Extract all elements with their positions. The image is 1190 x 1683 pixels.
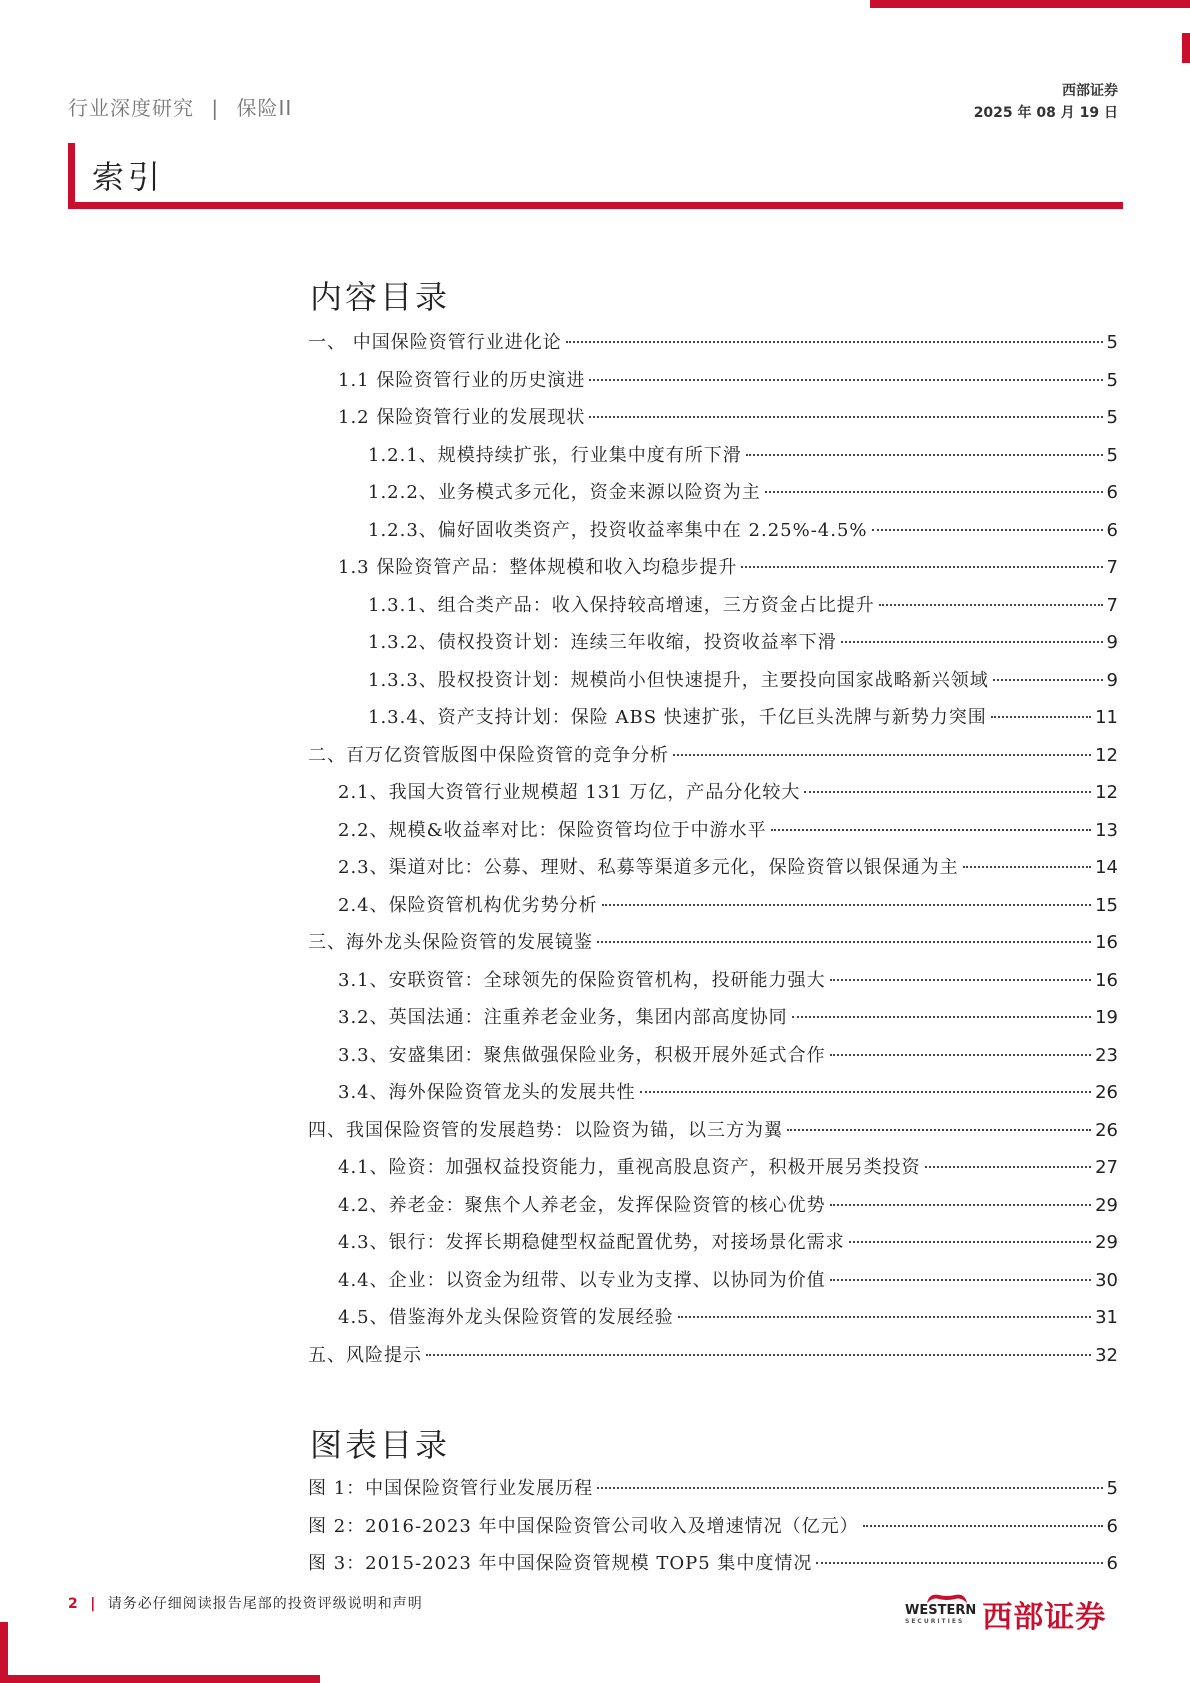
figures-title: 图表目录	[310, 1426, 451, 1464]
toc-entry[interactable]	[308, 1337, 1118, 1375]
logo-english	[905, 1603, 976, 1625]
toc-entry[interactable]	[308, 662, 1118, 700]
toc-entry-page: 7	[1106, 557, 1118, 578]
page-number: 2	[68, 1596, 79, 1612]
leader-dots	[746, 454, 1103, 456]
toc-entry[interactable]	[308, 324, 1118, 362]
header-date: 2025 年 08 月 19 日	[973, 105, 1118, 121]
leader-dots	[765, 491, 1103, 493]
toc-entry-page: 12	[1095, 782, 1118, 803]
toc-entry-label: 2.1、我国大资管行业规模超 131 万亿，产品分化较大	[338, 782, 801, 803]
toc-entry-page: 5	[1106, 332, 1118, 353]
leader-dots	[830, 1204, 1091, 1206]
toc-entry-page: 16	[1095, 969, 1118, 991]
toc-entry-label: 3.1、安联资管：全球领先的保险资管机构，投研能力强大	[338, 969, 826, 991]
toc-entry-label: 1.3.3、股权投资计划：规模尚小但快速提升，主要投向国家战略新兴领域	[368, 669, 989, 691]
section-title-underline	[68, 202, 1123, 209]
figure-entry-label: 图 2：2016-2023 年中国保险资管公司收入及增速情况（亿元）	[308, 1515, 859, 1537]
toc-entry-label: 2.2、规模&收益率对比：保险资管均位于中游水平	[338, 819, 767, 841]
toc-entry-page: 11	[1095, 707, 1118, 728]
toc-entry-label: 2.3、渠道对比：公募、理财、私募等渠道多元化，保险资管以银保通为主	[338, 857, 959, 878]
toc-entry-page: 9	[1106, 669, 1118, 691]
toc-entry[interactable]	[308, 774, 1118, 812]
toc-entry[interactable]	[308, 624, 1118, 662]
header-meta	[974, 80, 1118, 124]
top-right-bar	[870, 0, 1190, 8]
toc-entry-label: 1.2.1、规模持续扩张，行业集中度有所下滑	[368, 444, 742, 466]
toc-entry[interactable]	[308, 924, 1118, 962]
toc-entry-label: 1.3 保险资管产品：整体规模和收入均稳步提升	[338, 557, 738, 578]
figure-entry[interactable]	[308, 1470, 1118, 1508]
toc-entry-label: 4.4、企业：以资金为纽带、以专业为支撑、以协同为价值	[338, 1269, 826, 1291]
leader-dots	[830, 1054, 1091, 1056]
toc-entry-page: 15	[1095, 894, 1118, 916]
leader-dots	[925, 1166, 1091, 1168]
leader-dots	[771, 829, 1091, 831]
toc-entry[interactable]	[308, 699, 1118, 737]
leader-dots	[804, 791, 1091, 793]
toc-entry[interactable]	[308, 812, 1118, 850]
toc-entry-label: 1.3.4、资产支持计划：保险 ABS 快速扩张，千亿巨头洗牌与新势力突围	[368, 707, 987, 728]
toc-entry-label: 3.3、安盛集团：聚焦做强保险业务，积极开展外延式合作	[338, 1044, 826, 1066]
bottom-left-bar	[0, 1675, 320, 1683]
figure-entry[interactable]	[308, 1508, 1118, 1546]
toc-entry-page: 27	[1095, 1157, 1118, 1178]
figure-entry-page: 6	[1106, 1515, 1118, 1537]
toc-entry-page: 7	[1106, 594, 1118, 616]
disclaimer-text: 请务必仔细阅读报告尾部的投资评级说明和声明	[107, 1596, 423, 1612]
toc-entry-page: 29	[1095, 1194, 1118, 1216]
leader-dots	[816, 1562, 1102, 1564]
toc-entry-label: 五、风险提示	[308, 1344, 422, 1366]
leader-dots	[872, 529, 1103, 531]
toc-entry-label: 1.2 保险资管行业的发展现状	[338, 407, 586, 428]
toc-entry-page: 5	[1106, 369, 1118, 391]
toc-entry-label: 二、百万亿资管版图中保险资管的竞争分析	[308, 744, 669, 766]
toc-entry-label: 4.5、借鉴海外龙头保险资管的发展经验	[338, 1307, 674, 1328]
toc-entry-page: 32	[1095, 1344, 1118, 1366]
toc-entry-label: 一、 中国保险资管行业进化论	[308, 332, 562, 353]
section-title: 索引	[92, 158, 165, 196]
toc-entry-label: 1.3.1、组合类产品：收入保持较高增速，三方资金占比提升	[368, 594, 875, 616]
toc-entry[interactable]	[308, 399, 1118, 437]
toc-entry-page: 29	[1095, 1232, 1118, 1253]
figure-entry-page: 6	[1106, 1553, 1118, 1574]
header-breadcrumb: 行业深度研究 | 保险II	[68, 96, 293, 120]
bottom-left-corner-bar	[0, 1622, 8, 1683]
footer-separator: |	[90, 1596, 97, 1612]
leader-dots	[991, 716, 1091, 718]
toc-entry-page: 26	[1095, 1119, 1118, 1141]
toc-title: 内容目录	[310, 278, 451, 316]
bull-horns-icon	[925, 1591, 969, 1605]
toc-entry[interactable]	[308, 1299, 1118, 1337]
leader-dots	[589, 416, 1102, 418]
figure-entry-label: 图 1：中国保险资管行业发展历程	[308, 1478, 594, 1499]
toc-list	[308, 324, 1118, 1374]
leader-dots	[879, 604, 1103, 606]
toc-entry-page: 23	[1095, 1044, 1118, 1066]
toc-entry-page: 19	[1095, 1007, 1118, 1028]
toc-entry-page: 31	[1095, 1307, 1118, 1328]
toc-entry-label: 3.2、英国法通：注重养老金业务，集团内部高度协同	[338, 1007, 788, 1028]
toc-entry-page: 13	[1095, 819, 1118, 841]
toc-entry-page: 30	[1095, 1269, 1118, 1291]
toc-entry-page: 16	[1095, 932, 1118, 953]
toc-entry-label: 3.4、海外保险资管龙头的发展共性	[338, 1082, 636, 1103]
leader-dots	[673, 754, 1091, 756]
header-sector: 保险II	[236, 96, 293, 120]
leader-dots	[830, 979, 1091, 981]
toc-entry-label: 四、我国保险资管的发展趋势：以险资为锚，以三方为翼	[308, 1119, 783, 1141]
toc-entry[interactable]	[308, 1187, 1118, 1225]
logo-en-text: WESTERN	[905, 1603, 977, 1618]
toc-entry[interactable]	[308, 849, 1118, 887]
leader-dots	[597, 1487, 1102, 1489]
toc-entry-label: 4.1、险资：加强权益投资能力，重视高股息资产，积极开展另类投资	[338, 1157, 921, 1178]
leader-dots	[993, 679, 1103, 681]
logo-en-sub: SECURITIES	[905, 1618, 965, 1625]
leader-dots	[741, 566, 1102, 568]
figure-entry-page: 5	[1106, 1478, 1118, 1499]
toc-entry-page: 6	[1106, 482, 1118, 503]
toc-entry-label: 1.2.3、偏好固收类资产，投资收益率集中在 2.25%-4.5%	[368, 519, 868, 541]
toc-entry[interactable]	[308, 1074, 1118, 1112]
leader-dots	[640, 1091, 1091, 1093]
toc-entry-label: 1.2.2、业务模式多元化，资金来源以险资为主	[368, 482, 761, 503]
toc-entry[interactable]	[308, 1224, 1118, 1262]
figure-entry[interactable]	[308, 1545, 1118, 1583]
leader-dots	[841, 641, 1103, 643]
leader-dots	[426, 1354, 1091, 1356]
toc-entry[interactable]	[308, 512, 1118, 550]
footer-disclaimer	[68, 1593, 423, 1613]
toc-entry-page: 6	[1106, 519, 1118, 541]
toc-entry[interactable]	[308, 474, 1118, 512]
toc-entry[interactable]	[308, 587, 1118, 625]
toc-entry[interactable]	[308, 437, 1118, 475]
logo-chinese: 西部证券	[982, 1600, 1107, 1635]
toc-entry-label: 2.4、保险资管机构优劣势分析	[338, 894, 598, 916]
section-title-left-bar	[68, 143, 75, 205]
leader-dots	[597, 941, 1091, 943]
top-right-corner-bar	[1182, 33, 1190, 63]
header-category: 行业深度研究	[68, 96, 194, 120]
leader-dots	[792, 1016, 1091, 1018]
toc-entry-page: 5	[1106, 444, 1118, 466]
toc-entry-page: 5	[1106, 407, 1118, 428]
figures-list	[308, 1470, 1118, 1583]
toc-entry[interactable]	[308, 1149, 1118, 1187]
toc-entry-label: 4.3、银行：发挥长期稳健型权益配置优势，对接场景化需求	[338, 1232, 845, 1253]
leader-dots	[830, 1279, 1091, 1281]
leader-dots	[787, 1129, 1091, 1131]
toc-entry[interactable]	[308, 549, 1118, 587]
toc-entry[interactable]	[308, 887, 1118, 925]
toc-entry-page: 14	[1095, 857, 1118, 878]
toc-entry[interactable]	[308, 999, 1118, 1037]
leader-dots	[602, 904, 1091, 906]
toc-entry-label: 1.3.2、债权投资计划：连续三年收缩，投资收益率下滑	[368, 632, 837, 653]
toc-entry-page: 9	[1106, 632, 1118, 653]
toc-entry-page: 12	[1095, 744, 1118, 766]
toc-entry-label: 1.1 保险资管行业的历史演进	[338, 369, 586, 391]
toc-entry[interactable]	[308, 1037, 1118, 1075]
leader-dots	[963, 866, 1091, 868]
toc-entry-label: 4.2、养老金：聚焦个人养老金，发挥保险资管的核心优势	[338, 1194, 826, 1216]
leader-dots	[566, 341, 1103, 343]
leader-dots	[589, 379, 1102, 381]
company-logo	[905, 1592, 1106, 1636]
toc-entry[interactable]	[308, 737, 1118, 775]
figure-entry-label: 图 3：2015-2023 年中国保险资管规模 TOP5 集中度情况	[308, 1553, 813, 1574]
toc-entry[interactable]	[308, 1262, 1118, 1300]
toc-entry-label: 三、海外龙头保险资管的发展镜鉴	[308, 932, 593, 953]
leader-dots	[863, 1525, 1103, 1527]
toc-entry-page: 26	[1095, 1082, 1118, 1103]
leader-dots	[678, 1316, 1091, 1318]
header-company: 西部证券	[1062, 83, 1118, 99]
leader-dots	[849, 1241, 1091, 1243]
toc-entry[interactable]	[308, 1112, 1118, 1150]
toc-entry[interactable]	[308, 362, 1118, 400]
toc-entry[interactable]	[308, 962, 1118, 1000]
